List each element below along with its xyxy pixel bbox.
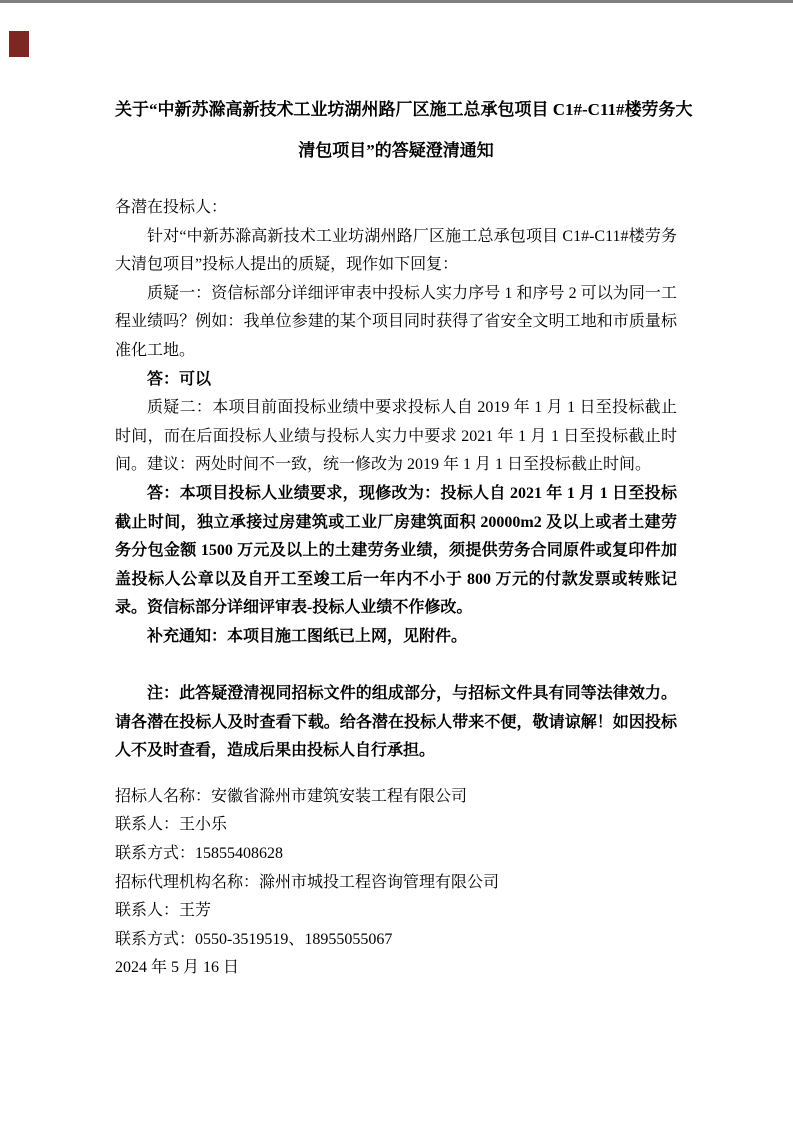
salutation: 各潜在投标人：: [115, 199, 228, 216]
contact-line-contact-person-1: 联系人：王小乐: [115, 816, 228, 834]
paragraph-supplement-notice: 补充通知：本项目施工图纸已上网，见附件。: [147, 627, 468, 645]
paragraph-legal-note: 注：此答疑澄清视同招标文件的组成部分，与招标文件具有同等法律效力。请各潜在投标人及时查看下载。给各潜在投标人带来不便，敬请谅解！如因投标人不及时查看，造成后果由投标人自行承担。: [115, 685, 677, 760]
date-line: 2024 年 5 月 16 日: [115, 959, 240, 977]
title-line-2: 清包项目”的答疑澄清通知: [298, 141, 494, 160]
blank-line: [115, 652, 677, 681]
document-title: [115, 89, 693, 171]
contact-block: [115, 783, 677, 983]
paragraph-question-1: 质疑一：资信标部分详细评审表中投标人实力序号 1 和序号 2 可以为同一工程业绩吗？例如：我单位参建的某个项目同时获得了省安全文明工地和市质量标准化工地。: [115, 284, 677, 359]
paragraph-question-2: 质疑二：本项目前面投标业绩中要求投标人自 2019 年 1 月 1 日至投标截止时间，而在后面投标人业绩与投标人实力中要求 2021 年 1 月 1 日至投标截止时间。建议：两处时间不一致，统一修改为 2019 年 1 月 1 日至投标截止时间。: [115, 399, 677, 474]
contact-line-phone-1: 联系方式：15855408628: [115, 845, 284, 863]
paragraph-reply-intro: 针对“中新苏滁高新技术工业坊湖州路厂区施工总承包项目 C1#-C11#楼劳务大清包项目”投标人提出的质疑，现作如下回复：: [115, 227, 677, 274]
contact-line-agency-name: 招标代理机构名称：滁州市城投工程咨询管理有限公司: [115, 873, 500, 891]
corner-mark: [9, 31, 29, 57]
contact-line-tenderer-name: 招标人名称：安徽省滁州市建筑安装工程有限公司: [115, 787, 468, 805]
title-line-1: 关于“中新苏滁高新技术工业坊湖州路厂区施工总承包项目 C1#-C11#楼劳务大: [115, 100, 693, 119]
paragraph-answer-2: 答：本项目投标人业绩要求，现修改为：投标人自 2021 年 1 月 1 日至投标截止时间，独立承接过房建筑或工业厂房建筑面积 20000m2 及以上或者土建劳务分包金额 1500 万元及以上的土建劳务业绩，须提供劳务合同原件或复印件加盖投标人公章以及自开工至竣工后一年内不小于 800 万元的付款发票或转账记录。资信标部分详细评审表-投标人业绩不作修改。: [115, 484, 677, 617]
contact-line-phone-2: 联系方式：0550-3519519、18955055067: [115, 930, 393, 948]
document-content: [115, 0, 693, 983]
paragraph-answer-1: 答：可以: [147, 370, 212, 388]
contact-line-contact-person-2: 联系人：王芳: [115, 902, 212, 920]
